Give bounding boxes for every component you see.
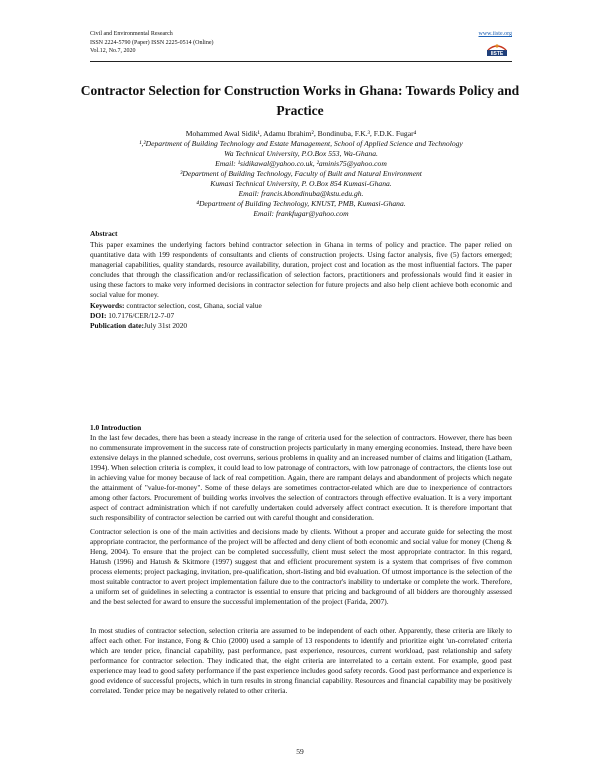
iiste-logo-icon — [486, 41, 508, 57]
affiliation-line: ³Department of Building Technology, Faculty of Built and Natural Environment — [180, 169, 422, 178]
abstract-heading: Abstract — [90, 229, 118, 238]
affiliation-line: Wa Technical University, P.O.Box 553, Wa-Ghana. — [224, 149, 378, 158]
publication-date-value: July 31st 2020 — [144, 321, 188, 330]
journal-website-link[interactable]: www.iiste.org — [478, 31, 512, 37]
affiliation-line: ⁴Department of Building Technology, KNUST, PMB, Kumasi-Ghana. — [196, 199, 406, 208]
affiliation-line: ¹,²Department of Building Technology and Estate Management, School of Applied Science and Technology — [139, 139, 463, 148]
paper-title: Contractor Selection for Construction Works in Ghana: Towards Policy and Practice — [80, 83, 520, 118]
abstract-text: This paper examines the underlying factors behind contractor selection in Ghana in terms of policy and practice. The paper relied on quantitative data with 199 respondents of consultants and clients of construction projects. Using factor analysis, five (5) factors emerged; managerial capabilities, quality standards, resource availability, duration, project cost and location as the most influential factors. The paper concludes that through the classification and/or reclassification of selection factors, practitioners and professionals would find it easier in using these factors to make very informed decisions in contractor selection for future projects and also help client achieve both economic and social value for money. — [90, 240, 512, 299]
page-number: 59 — [296, 747, 304, 756]
journal-header — [90, 30, 512, 56]
journal-issn: ISSN 2224-5790 (Paper) ISSN 2225-0514 (Online) — [90, 39, 214, 46]
publication-date-label: Publication date: — [90, 321, 144, 330]
author-names: Mohammed Awal Sidik¹, Adamu Ibrahim², Bondinuba, F.K.³, F.D.K. Fugar⁴ — [185, 129, 417, 138]
author-email: Email: francis.kbondinuba@kstu.edu.gh. — [238, 189, 364, 198]
author-block — [90, 129, 512, 219]
introduction-heading: 1.0 Introduction — [90, 423, 142, 432]
journal-volume: Vol.12, No.7, 2020 — [90, 48, 136, 54]
author-email: Email: frankfugar@yahoo.com — [253, 209, 349, 218]
logo-text: IISTE — [490, 51, 504, 57]
doi-label: DOI: — [90, 311, 107, 320]
keywords-value: contractor selection, cost, Ghana, social value — [124, 301, 262, 310]
affiliation-line: Kumasi Technical University, P. O.Box 854 Kumasi-Ghana. — [210, 179, 392, 188]
introduction-paragraph: In the last few decades, there has been a steady increase in the range of criteria used for the selection of contractors. However, there has been no commensurate improvement in the success rate of construction projects particularly in many emerging economies. Instead, there have been extensive delays in the planned schedule, cost overruns, serious problems in quality and an increased number of claims and litigation (Latham, 1994). When selection criteria is complex, it could lead to low patronage of contractors, with low patronage of contractors, the clients lose out in achieving value for money because of lack of real competition. Again, there are rampant delays and abandonment of projects which negate the attainment of "value-for-money". Some of these delays are sometimes contractor-related which are due to inexperience of contractors among other factors. Procurement of building works involves the selection of contractors through effective evaluation. It is a very important aspect of contract administration which if not carefully undertaken could adversely affect contract execution. It is therefore important that such responsibility of contractor selection be carried out with careful thought and consideration. — [90, 433, 512, 522]
keywords-label: Keywords: — [90, 301, 125, 310]
header-divider — [90, 61, 512, 62]
introduction-paragraph: In most studies of contractor selection, selection criteria are assumed to be independent of each other. Apparently, these criteria are likely to affect each other. For instance, Fong & Chio (2000) used a sample of 13 respondents to identify and prioritize eight 'un-correlated' criteria which are tender price, financial capability, past performance, past experience, resources, current workload, past relationship and safety performance for contractor selection. They indicated that, the eight criteria are interrelated to a certain extent. For example, good past experience may lead to good safety performance if the past experience includes good safety records. Good past performance and experience is good evidence of successful projects, which in turn results in strong financial capability. Resources and financial capability may be positively correlated. Tender price may be negatively related to other criteria. — [90, 626, 512, 695]
author-email: Email: ¹sidikawal@yahoo.co.uk, ²aminis75@yahoo.com — [215, 159, 387, 168]
journal-name: Civil and Environmental Research — [90, 31, 173, 37]
introduction-paragraph: Contractor selection is one of the main activities and decisions made by clients. Without a proper and accurate guide for selecting the most appropriate contractor, the performance of the project will be affected and deny client of both economic and social value for money (Cheng & Heng, 2004). To ensure that the project can be completed successfully, client must select the most appropriate contractor. In this regard, Hatush (1996) and Hatush & Skitmore (1997) suggest that and efficient procurement system is a system that comprises of five common process elements; project packaging, invitation, pre-qualification, short-listing and bid evaluation. Of utmost importance is the selection of the most suitable contractor to avert project implementation failure due to the contractor's inability to undertake or complete the work. Therefore, a uniform set of guidelines in selecting a contractor is essential to ensure that pricing and background of all bidders are thoroughly assessed and the best selected for award to ensure the successful implementation of the project (Farida, 2007). — [90, 527, 512, 606]
paper-metadata — [90, 301, 262, 331]
doi-value: 10.7176/CER/12-7-07 — [106, 311, 175, 320]
